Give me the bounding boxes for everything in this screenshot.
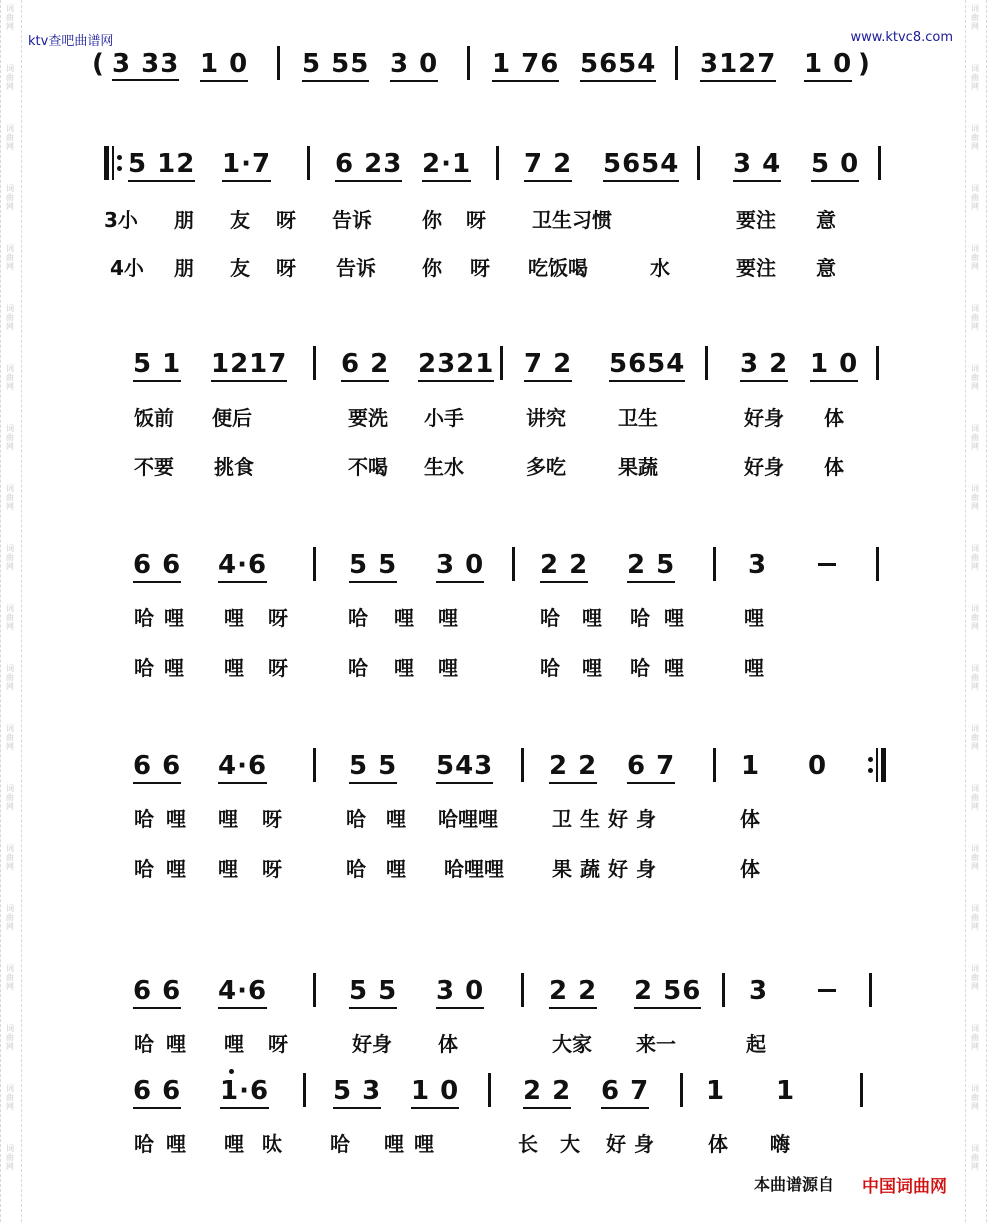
lyric-syllable: 哈 [348, 606, 368, 630]
watermark-text: 词 曲 网 [971, 64, 979, 91]
lyric-syllable: 体 [708, 1132, 728, 1156]
note-group: 2 56 [634, 971, 701, 1009]
watermark-text: 词 曲 网 [6, 184, 14, 211]
lyric-syllable: 你 [422, 208, 442, 232]
lyric-syllable: 便后 [212, 406, 252, 430]
note-group: 7 2 [524, 344, 572, 382]
watermark-text: 词 曲 网 [6, 4, 14, 31]
watermark-text: 词 曲 网 [971, 784, 979, 811]
watermark-text: 词 曲 网 [971, 604, 979, 631]
lyric-syllable: 哩 [386, 857, 406, 881]
lyric-syllable: 嗨 [770, 1132, 790, 1156]
lyric-syllable: 体 [740, 807, 760, 831]
note-group: 5 55 [302, 44, 369, 82]
barline [878, 146, 881, 180]
barline [467, 46, 470, 80]
lyric-syllable: 饭前 [134, 406, 174, 430]
barline [680, 1073, 683, 1107]
lyric-syllable: 哈 [346, 807, 366, 831]
watermark-text: 词 曲 网 [971, 1084, 979, 1111]
lyric-syllable: 哈 [330, 1132, 350, 1156]
note-group: 5 5 [349, 545, 397, 583]
lyric-syllable: 哩 [166, 1132, 186, 1156]
note-group: 4·6 [218, 971, 267, 1009]
lyric-syllable: 哩 [744, 656, 764, 680]
lyric-syllable: 哩 [438, 606, 458, 630]
note-group: 4·6 [218, 746, 267, 784]
watermark-text: 词 曲 网 [6, 304, 14, 331]
note: 1 [706, 1076, 726, 1106]
watermark-text: 词 曲 网 [971, 4, 979, 31]
lyric-syllable: 哈 [134, 606, 154, 630]
watermark-text: 词 曲 网 [6, 844, 14, 871]
lyric-syllable: 果蔬好身 [552, 857, 664, 881]
barline [876, 346, 879, 380]
note-group: 2 5 [627, 545, 675, 583]
lyric-syllable: 呀 [262, 857, 282, 881]
barline [313, 973, 316, 1007]
lyric-syllable: 要洗 [348, 406, 388, 430]
note-group: 1 0 [804, 44, 852, 82]
lyric-syllable: 不要 [134, 455, 174, 479]
watermark-text: 词 曲 网 [971, 544, 979, 571]
lyric-syllable: 友 [230, 208, 250, 232]
lyric-syllable: 哩 [582, 606, 602, 630]
lyric-syllable: 哩 [224, 656, 244, 680]
note-group: 1·6 [220, 1071, 269, 1109]
note: 1 [741, 751, 761, 781]
note: 3 [748, 550, 768, 580]
note-group: 543 [436, 746, 493, 784]
lyric-syllable: 呀 [470, 256, 490, 280]
lyric-syllable: 哩 [386, 807, 406, 831]
note-group: 3 4 [733, 144, 781, 182]
watermark-text: 词 曲 网 [6, 724, 14, 751]
source-label: 本曲谱源自 [754, 1175, 835, 1194]
lyric-syllable: 哩 [664, 606, 684, 630]
lyric-syllable: 呀 [268, 1032, 288, 1056]
lyric-syllable: 不喝 [348, 455, 388, 479]
close-paren: ) [858, 49, 871, 79]
lyric-syllable: 哈 [348, 656, 368, 680]
note-group: 2321 [418, 344, 494, 382]
note-group: 1·7 [222, 144, 271, 182]
note-group: 2 2 [523, 1071, 571, 1109]
score-line-6 [0, 971, 987, 1011]
score-line-1 [0, 44, 987, 84]
note: 1 [776, 1076, 796, 1106]
lyric-syllable: 哩 [384, 1132, 404, 1156]
lyric-syllable: 3小 [104, 208, 138, 232]
lyric-syllable: 哈 [134, 1132, 154, 1156]
lyric-syllable: 水 [650, 256, 670, 280]
barline [313, 547, 316, 581]
watermark-text: 词 曲 网 [971, 724, 979, 751]
note-group: 3 0 [390, 44, 438, 82]
lyric-syllable: 哈哩哩 [438, 807, 498, 831]
watermark-text: 词 曲 网 [971, 964, 979, 991]
watermark-text: 词 曲 网 [971, 484, 979, 511]
lyric-syllable: 体 [740, 857, 760, 881]
note-group: 5 3 [333, 1071, 381, 1109]
lyric-syllable: 卫生好身 [552, 807, 664, 831]
lyric-syllable: 朋 [174, 256, 194, 280]
sustain-dash [818, 563, 836, 566]
lyric-syllable: 哈 [134, 857, 154, 881]
lyric-syllable: 哩 [218, 807, 238, 831]
note-group: 1 76 [492, 44, 559, 82]
lyric-syllable: 果蔬 [618, 455, 658, 479]
note-group: 2 2 [549, 746, 597, 784]
lyric-syllable: 哩 [166, 1032, 186, 1056]
score-line-2 [0, 144, 987, 184]
note-group: 3 0 [436, 971, 484, 1009]
barline [860, 1073, 863, 1107]
lyric-syllable: 哩 [664, 656, 684, 680]
watermark-text: 词 曲 网 [6, 484, 14, 511]
lyric-syllable: 呀 [276, 256, 296, 280]
lyric-syllable: 呀 [276, 208, 296, 232]
lyric-syllable: 多吃 [526, 455, 566, 479]
watermark-text: 词 曲 网 [6, 964, 14, 991]
note-group: 2 2 [540, 545, 588, 583]
source-site-link[interactable]: 中国词曲网 [862, 1177, 947, 1197]
note-group: 1 0 [411, 1071, 459, 1109]
barline [277, 46, 280, 80]
note-group: 5654 [603, 144, 679, 182]
watermark-text: 词 曲 网 [6, 1084, 14, 1111]
lyric-syllable: 吃饭喝 [528, 256, 588, 280]
watermark-text: 词 曲 网 [971, 124, 979, 151]
watermark-text: 词 曲 网 [6, 1024, 14, 1051]
lyric-syllable: 大家 [552, 1032, 592, 1056]
watermark-text: 词 曲 网 [6, 904, 14, 931]
score-line-5 [0, 746, 987, 786]
lyric-syllable: 哩 [166, 857, 186, 881]
note-group: 2·1 [422, 144, 471, 182]
barline [521, 973, 524, 1007]
watermark-text: 词 曲 网 [971, 1024, 979, 1051]
lyric-syllable: 意 [816, 256, 836, 280]
site-name-left: ktv查吧曲谱网 [28, 34, 114, 49]
watermark-text: 词 曲 网 [971, 244, 979, 271]
lyric-syllable: 意 [816, 208, 836, 232]
barline [675, 46, 678, 80]
barline [521, 748, 524, 782]
note-group: 5654 [580, 44, 656, 82]
note-group: 6 6 [133, 545, 181, 583]
site-url-right: www.ktvc8.com [850, 30, 953, 45]
lyric-syllable: 哈 [630, 606, 650, 630]
watermark-text: 词 曲 网 [6, 364, 14, 391]
lyric-syllable: 友 [230, 256, 250, 280]
lyric-syllable: 哈 [134, 656, 154, 680]
note: 3 [749, 976, 769, 1006]
lyric-syllable: 哩 [414, 1132, 434, 1156]
barline [705, 346, 708, 380]
note-group: 6 7 [627, 746, 675, 784]
lyric-syllable: 呀 [466, 208, 486, 232]
watermark-text: 词 曲 网 [6, 244, 14, 271]
note-group: 1 0 [810, 344, 858, 382]
watermark-text: 词 曲 网 [971, 304, 979, 331]
watermark-text: 词 曲 网 [971, 1144, 979, 1171]
lyric-syllable: 卫生 [618, 406, 658, 430]
lyric-syllable: 哈 [540, 606, 560, 630]
lyric-syllable: 挑食 [214, 455, 254, 479]
note-group: 1217 [211, 344, 287, 382]
barline [496, 146, 499, 180]
lyric-syllable: 来一 [636, 1032, 676, 1056]
note-group: 5 5 [349, 971, 397, 1009]
lyric-syllable: 哩 [218, 857, 238, 881]
barline [697, 146, 700, 180]
barline [869, 973, 872, 1007]
barline [313, 346, 316, 380]
barline [488, 1073, 491, 1107]
lyric-syllable: 体 [824, 406, 844, 430]
note-group: 7 2 [524, 144, 572, 182]
barline [713, 547, 716, 581]
lyric-syllable: 哩 [166, 807, 186, 831]
high-octave-dot [229, 1069, 234, 1074]
lyric-syllable: 要注 [736, 208, 776, 232]
lyric-syllable: 哩 [394, 606, 414, 630]
note-group: 5654 [609, 344, 685, 382]
open-paren: ( [92, 49, 105, 79]
watermark-text: 词 曲 网 [6, 544, 14, 571]
lyric-syllable: 哈 [134, 807, 154, 831]
note-group: 6 7 [601, 1071, 649, 1109]
note-group: 3 33 [112, 49, 180, 79]
lyric-syllable: 哩 [438, 656, 458, 680]
lyric-syllable: 呔 [262, 1132, 282, 1156]
watermark-text: 词 曲 网 [6, 64, 14, 91]
lyric-syllable: 小手 [424, 406, 464, 430]
lyric-syllable: 哩 [582, 656, 602, 680]
lyric-syllable: 哈 [630, 656, 650, 680]
lyric-syllable: 呀 [268, 606, 288, 630]
repeat-end-sign [868, 748, 886, 782]
lyric-syllable: 呀 [268, 656, 288, 680]
barline [722, 973, 725, 1007]
note-group: 6 23 [335, 144, 402, 182]
sustain-dash [818, 989, 836, 992]
watermark-text: 词 曲 网 [6, 664, 14, 691]
barline [876, 547, 879, 581]
note-group: 3 2 [740, 344, 788, 382]
watermark-text: 词 曲 网 [971, 664, 979, 691]
note-group: 5 5 [349, 746, 397, 784]
lyric-syllable: 生水 [424, 455, 464, 479]
watermark-text: 词 曲 网 [971, 184, 979, 211]
lyric-syllable: 哩 [164, 656, 184, 680]
lyric-syllable: 告诉 [336, 256, 376, 280]
lyric-syllable: 卫生习惯 [532, 208, 612, 232]
lyric-syllable: 呀 [262, 807, 282, 831]
lyric-syllable: 好身 [606, 1132, 662, 1156]
lyric-syllable: 要注 [736, 256, 776, 280]
barline [500, 346, 503, 380]
score-line-4 [0, 545, 987, 585]
barline [713, 748, 716, 782]
watermark-text: 词 曲 网 [6, 604, 14, 631]
note-group: 2 2 [549, 971, 597, 1009]
lyric-syllable: 起 [746, 1032, 766, 1056]
note-group: 4·6 [218, 545, 267, 583]
watermark-text: 词 曲 网 [6, 124, 14, 151]
lyric-syllable: 哩 [224, 606, 244, 630]
repeat-start-sign [104, 146, 122, 180]
lyric-syllable: 体 [824, 455, 844, 479]
watermark-text: 词 曲 网 [6, 1144, 14, 1171]
lyric-syllable: 朋 [174, 208, 194, 232]
barline [307, 146, 310, 180]
note-group: 6 2 [341, 344, 389, 382]
lyric-syllable: 哈 [134, 1032, 154, 1056]
lyric-syllable: 哩 [394, 656, 414, 680]
note-group: 3127 [700, 44, 776, 82]
note-group: 5 12 [128, 144, 195, 182]
lyric-syllable: 哈 [346, 857, 366, 881]
watermark-text: 词 曲 网 [6, 424, 14, 451]
note-group: 3 0 [436, 545, 484, 583]
note-group: 6 6 [133, 746, 181, 784]
lyric-syllable: 好身 [744, 455, 784, 479]
lyric-syllable: 长大 [518, 1132, 602, 1156]
score-line-7 [0, 1071, 987, 1111]
lyric-syllable: 讲究 [526, 406, 566, 430]
lyric-syllable: 哈哩哩 [444, 857, 504, 881]
lyric-syllable: 你 [422, 256, 442, 280]
lyric-syllable: 好身 [352, 1032, 392, 1056]
note-group: 6 6 [133, 971, 181, 1009]
lyric-syllable: 哩 [224, 1132, 244, 1156]
lyric-syllable: 哈 [540, 656, 560, 680]
lyric-syllable: 体 [438, 1032, 458, 1056]
lyric-syllable: 哩 [224, 1032, 244, 1056]
note-group: 1 0 [200, 44, 248, 82]
watermark-text: 词 曲 网 [971, 844, 979, 871]
note-group: 5 0 [811, 144, 859, 182]
note: 0 [808, 751, 828, 781]
lyric-syllable: 告诉 [332, 208, 372, 232]
watermark-text: 词 曲 网 [6, 784, 14, 811]
lyric-syllable: 哩 [744, 606, 764, 630]
watermark-text: 词 曲 网 [971, 904, 979, 931]
barline [303, 1073, 306, 1107]
note-group: 5 1 [133, 344, 181, 382]
barline [313, 748, 316, 782]
lyric-syllable: 4小 [110, 256, 144, 280]
barline [512, 547, 515, 581]
score-line-3 [0, 344, 987, 384]
note-group: 6 6 [133, 1071, 181, 1109]
watermark-text: 词 曲 网 [971, 424, 979, 451]
lyric-syllable: 好身 [744, 406, 784, 430]
lyric-syllable: 哩 [164, 606, 184, 630]
watermark-text: 词 曲 网 [971, 364, 979, 391]
